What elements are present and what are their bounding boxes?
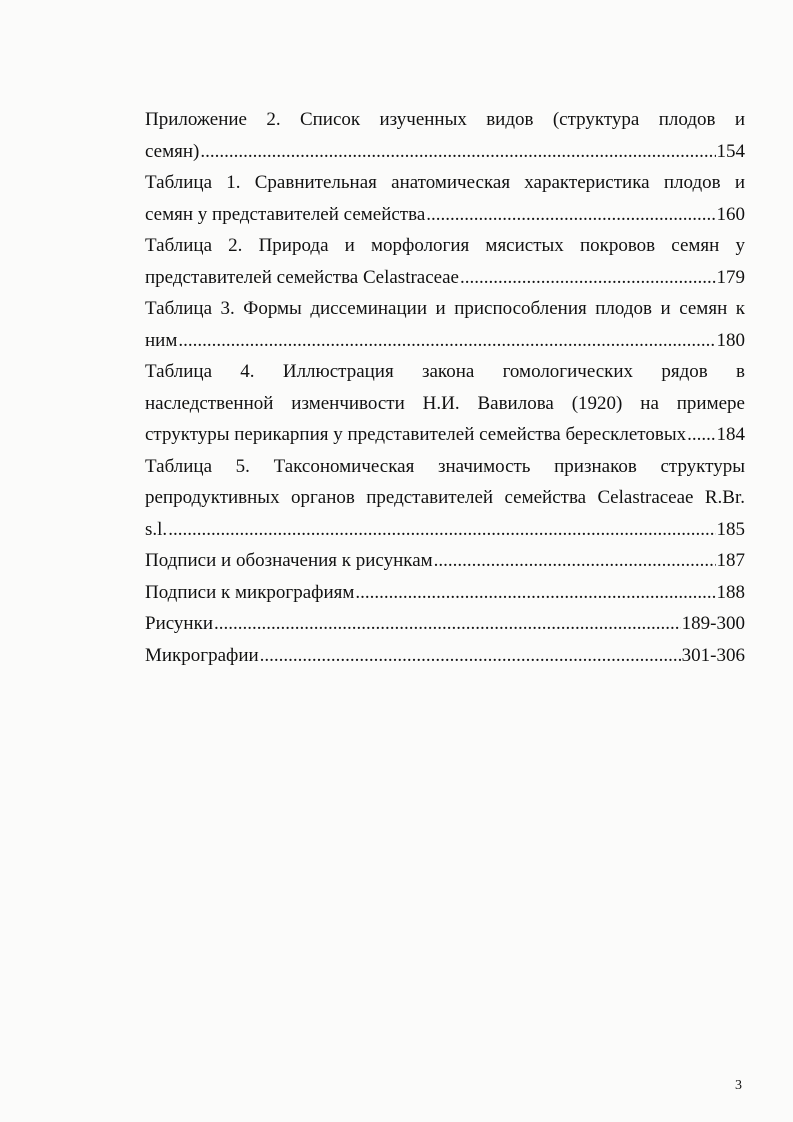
toc-page-number: 160 bbox=[716, 203, 745, 225]
toc-page-number: 180 bbox=[716, 329, 745, 351]
dot-leader bbox=[355, 577, 715, 609]
dot-leader bbox=[214, 608, 681, 640]
toc-entry-text: Таблица 2. Природа и морфология мясистых покровов семян у bbox=[145, 235, 745, 256]
toc-entry-figures bbox=[145, 608, 745, 640]
toc-page-number: 179 bbox=[716, 266, 745, 288]
toc-entry-table-2 bbox=[145, 230, 745, 293]
dot-leader bbox=[434, 545, 716, 577]
page-number: 3 bbox=[735, 1078, 742, 1093]
toc-page-number: 189-300 bbox=[681, 613, 745, 634]
toc-entry-text: Рисунки bbox=[145, 613, 213, 634]
toc-page-number: 301-306 bbox=[681, 644, 745, 666]
toc-entry-leader-row bbox=[145, 199, 745, 231]
toc-entry-table-5 bbox=[145, 451, 745, 546]
table-of-contents bbox=[145, 104, 745, 671]
toc-page-number: 187 bbox=[716, 550, 745, 571]
toc-entry-text: семян) bbox=[145, 140, 200, 162]
toc-entry-leader-row bbox=[145, 262, 745, 294]
dot-leader bbox=[426, 199, 715, 231]
dot-leader bbox=[260, 640, 681, 672]
toc-entry-text: Микрографии bbox=[145, 644, 259, 666]
toc-entry-text: Таблица 3. Формы диссеминации и приспособления плодов и семян к bbox=[145, 298, 745, 319]
toc-entry-table-4 bbox=[145, 356, 745, 451]
toc-entry-text: репродуктивных органов представителей семейства Celastraceae R.Br. bbox=[145, 487, 745, 508]
toc-entry-text: Подписи к микрографиям bbox=[145, 581, 355, 603]
toc-entry-text: Таблица 5. Таксономическая значимость признаков структуры bbox=[145, 455, 745, 477]
dot-leader bbox=[168, 514, 715, 546]
toc-entry-text: наследственной изменчивости Н.И. Вавилова (1920) на примере bbox=[145, 392, 745, 414]
toc-entry-table-3 bbox=[145, 293, 745, 356]
toc-entry-text: семян у представителей семейства bbox=[145, 203, 426, 225]
toc-entry-text: Подписи и обозначения к рисункам bbox=[145, 550, 433, 571]
toc-entry-figure-captions bbox=[145, 545, 745, 577]
toc-entry-text: структуры перикарпия у представителей семейства бересклетовых bbox=[145, 424, 687, 445]
toc-page-number: 188 bbox=[716, 581, 745, 603]
toc-entry-text: ним bbox=[145, 329, 178, 351]
toc-entry-text: Приложение 2. Список изученных видов (структура плодов и bbox=[145, 109, 745, 130]
toc-page-number: 154 bbox=[716, 140, 745, 162]
dot-leader bbox=[200, 136, 715, 168]
toc-entry-table-1 bbox=[145, 167, 745, 230]
toc-page-number: 185 bbox=[716, 518, 745, 540]
toc-entry-micrographs bbox=[145, 640, 745, 672]
toc-entry-leader-row bbox=[145, 136, 745, 168]
toc-entry-leader-row bbox=[145, 514, 745, 546]
toc-entry-appendix-2 bbox=[145, 104, 745, 167]
toc-page-number: 184 bbox=[716, 424, 745, 445]
toc-entry-text: Таблица 4. Иллюстрация закона гомологических рядов в bbox=[145, 361, 745, 382]
toc-entry-text: Таблица 1. Сравнительная анатомическая характеристика плодов и bbox=[145, 172, 745, 193]
dot-leader bbox=[687, 419, 715, 451]
toc-entry-text: представителей семейства Celastraceae bbox=[145, 266, 459, 288]
toc-entry-micrograph-captions bbox=[145, 577, 745, 609]
dot-leader bbox=[460, 262, 716, 294]
toc-entry-text: s.l. bbox=[145, 518, 168, 540]
dot-leader bbox=[178, 325, 715, 357]
toc-entry-leader-row bbox=[145, 419, 745, 451]
toc-entry-leader-row bbox=[145, 325, 745, 357]
